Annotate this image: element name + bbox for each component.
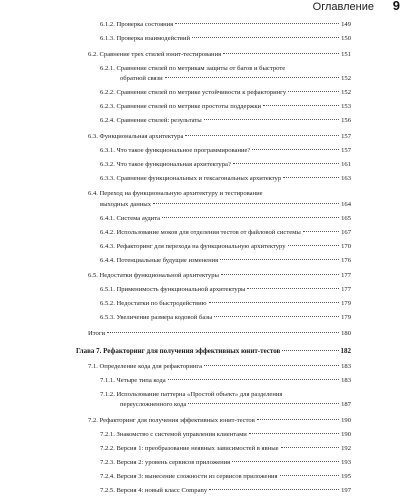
toc-entry[interactable] xyxy=(76,313,351,324)
toc-entry-title: 7.2.5. Версия 4: новый класс Company xyxy=(100,486,207,496)
toc-page-number: 150 xyxy=(341,34,351,45)
toc-entry[interactable] xyxy=(76,189,351,210)
toc-entry[interactable] xyxy=(76,214,351,225)
toc-entry-title: 6.4.2. Использование моков для отделения тестов от файловой системы xyxy=(100,228,301,239)
toc-page-number: 152 xyxy=(341,88,351,99)
toc-entry-title: 7.2.2. Версия 1: преобразование неявных зависимостей в явные xyxy=(100,444,279,455)
toc-leader-dots xyxy=(247,288,339,289)
toc-entry[interactable] xyxy=(76,174,351,185)
toc-page-number: 179 xyxy=(341,313,351,324)
toc-page-number: 180 xyxy=(341,329,351,340)
toc-entry-title: 7.2.1. Знакомство с системой управления клиентами xyxy=(100,430,247,441)
toc-page-number: 195 xyxy=(341,472,351,483)
toc-entry-title: 6.2.3. Сравнение стилей по метрике простоты поддержки xyxy=(100,102,261,113)
toc-leader-dots xyxy=(185,135,339,136)
toc-leader-dots xyxy=(153,203,339,204)
toc-page-number: 170 xyxy=(341,242,351,253)
toc-leader-dots xyxy=(288,91,339,92)
running-header xyxy=(0,0,420,18)
toc-leader-dots xyxy=(220,259,339,260)
toc-chapter-entry[interactable] xyxy=(76,346,351,357)
toc-entry-title: Итоги xyxy=(88,329,105,340)
toc-entry-title: 6.3.2. Что такое функциональная архитектура? xyxy=(100,160,231,171)
toc-entry[interactable] xyxy=(76,256,351,267)
toc-page-number: 192 xyxy=(341,444,351,455)
toc-page-number: 190 xyxy=(341,416,351,427)
toc-entry[interactable] xyxy=(76,34,351,45)
toc-leader-dots xyxy=(232,461,339,462)
toc-leader-dots xyxy=(165,77,339,78)
toc-leader-dots xyxy=(280,475,340,476)
toc-spacer xyxy=(76,339,351,346)
toc-leader-dots xyxy=(192,37,339,38)
toc-entry[interactable] xyxy=(76,486,351,496)
toc-entry[interactable] xyxy=(76,160,351,171)
toc-entry[interactable] xyxy=(76,390,351,411)
toc-entry-title: 6.4.1. Система аудита xyxy=(100,214,160,225)
toc-entry-title: 7.1. Определение кода для рефакторинга xyxy=(88,362,202,373)
toc-page-number: 151 xyxy=(341,50,351,61)
toc-page-number: 163 xyxy=(341,174,351,185)
toc-entry-title: 6.5.3. Увеличение размера кодовой базы xyxy=(100,313,212,324)
toc-page-number: 167 xyxy=(341,228,351,239)
toc-page-number: 164 xyxy=(341,200,351,211)
toc-leader-dots xyxy=(209,489,339,490)
toc-entry-title: 6.1.2. Проверка состояния xyxy=(100,20,173,31)
toc-leader-dots xyxy=(282,350,338,351)
toc-entry[interactable] xyxy=(76,430,351,441)
toc-page-number: 153 xyxy=(341,102,351,113)
toc-entry-title: 6.4. Переход на функциональную архитектуру и тестирование xyxy=(88,189,263,200)
toc-page-number: 176 xyxy=(341,256,351,267)
running-header-title: Оглавление xyxy=(313,0,374,14)
toc-leader-dots xyxy=(257,419,339,420)
toc-page-number: 165 xyxy=(341,214,351,225)
toc-leader-dots xyxy=(223,53,339,54)
toc-entry[interactable] xyxy=(76,228,351,239)
toc-entry[interactable] xyxy=(76,50,351,61)
toc-entry[interactable] xyxy=(76,444,351,455)
toc-entry-title: 6.3.3. Сравнение функциональных и гексагональных архитектур xyxy=(100,174,281,185)
toc-page-number: 152 xyxy=(341,74,351,85)
toc-entry-title: 7.2.3. Версия 2: уровень сервисов приложения xyxy=(100,458,230,469)
toc-entry-title: 6.3. Функциональная архитектура xyxy=(88,132,183,143)
toc-leader-dots xyxy=(214,316,339,317)
toc-leader-dots xyxy=(162,217,339,218)
toc-entry[interactable] xyxy=(76,146,351,157)
toc-entry[interactable] xyxy=(76,20,351,31)
toc-page-number: 190 xyxy=(341,430,351,441)
toc-leader-dots xyxy=(288,245,340,246)
toc-page-number: 157 xyxy=(341,146,351,157)
toc-page-number: 157 xyxy=(341,132,351,143)
toc-page-number: 197 xyxy=(341,486,351,496)
toc-entry-title: 6.2.1. Сравнение стилей по метрикам защиты от багов и быстроте xyxy=(100,64,285,75)
toc-entry[interactable] xyxy=(76,329,351,340)
toc-leader-dots xyxy=(233,163,339,164)
page-number: 9 xyxy=(393,0,400,14)
toc-entry-title: 6.3.1. Что такое функциональное программирование? xyxy=(100,146,250,157)
toc-entry[interactable] xyxy=(76,116,351,127)
toc-entry-title: 6.2.4. Сравнение стилей: результаты xyxy=(100,116,202,127)
toc-entry[interactable] xyxy=(76,299,351,310)
toc-page-number: 187 xyxy=(341,400,351,411)
toc-entry[interactable] xyxy=(76,376,351,387)
toc-leader-dots xyxy=(263,105,339,106)
toc-entry[interactable] xyxy=(76,458,351,469)
toc-entry[interactable] xyxy=(76,88,351,99)
toc-page-number: 156 xyxy=(341,116,351,127)
toc-leader-dots xyxy=(283,177,339,178)
table-of-contents xyxy=(76,20,351,496)
toc-leader-dots xyxy=(175,23,339,24)
toc-page-number: 193 xyxy=(341,458,351,469)
toc-page-number: 183 xyxy=(341,362,351,373)
toc-page-number: 179 xyxy=(341,299,351,310)
toc-entry-title: 6.5.1. Применимость функциональной архитектуры xyxy=(100,285,245,296)
toc-page-number: 177 xyxy=(341,285,351,296)
toc-leader-dots xyxy=(107,332,339,333)
toc-leader-dots xyxy=(252,149,339,150)
toc-entry-title: выходных данных xyxy=(100,200,151,211)
toc-entry-title: 6.4.4. Потенциальные будущие изменения xyxy=(100,256,218,267)
toc-leader-dots xyxy=(204,119,339,120)
toc-leader-dots xyxy=(221,274,339,275)
toc-leader-dots xyxy=(281,447,340,448)
toc-entry[interactable] xyxy=(76,242,351,253)
toc-entry[interactable] xyxy=(76,472,351,483)
toc-entry-title: 6.1.3. Проверка взаимодействий xyxy=(100,34,190,45)
toc-leader-dots xyxy=(249,433,339,434)
toc-entry-title: 7.2. Рефакторинг для получения эффективных юнит-тестов xyxy=(88,416,255,427)
toc-entry-title: 6.2. Сравнение трех стилей юнит-тестирования xyxy=(88,50,221,61)
toc-entry-title: 6.4.3. Рефакторинг для перехода на функциональную архитектуру xyxy=(100,242,286,253)
toc-entry[interactable] xyxy=(76,285,351,296)
toc-leader-dots xyxy=(303,231,339,232)
toc-entry-title: 7.1.1. Четыре типа кода xyxy=(100,376,166,387)
toc-entry-title: Глава 7. Рефакторинг для получения эффективных юнит-тестов xyxy=(76,346,280,357)
toc-page-number: 177 xyxy=(341,271,351,282)
toc-entry[interactable] xyxy=(76,132,351,143)
toc-entry[interactable] xyxy=(76,102,351,113)
toc-entry-title: 6.5. Недостатки функциональной архитектуры xyxy=(88,271,219,282)
toc-entry[interactable] xyxy=(76,271,351,282)
toc-leader-dots xyxy=(209,302,340,303)
toc-entry-title: переусложненного кода xyxy=(120,400,186,411)
toc-entry-title: обратной связи xyxy=(120,74,163,85)
toc-entry-title: 7.1.2. Использование паттерна «Простой объект» для разделения xyxy=(100,390,282,401)
toc-leader-dots xyxy=(168,379,339,380)
toc-page-number: 183 xyxy=(341,376,351,387)
toc-leader-dots xyxy=(188,403,339,404)
toc-entry-title: 7.2.4. Версия 3: вынесение сложности из сервисов приложения xyxy=(100,472,278,483)
toc-page-number: 182 xyxy=(341,346,352,357)
toc-page-number: 161 xyxy=(341,160,351,171)
toc-leader-dots xyxy=(204,365,339,366)
toc-entry-title: 6.5.2. Недостатки по быстродействию xyxy=(100,299,207,310)
toc-entry[interactable] xyxy=(76,64,351,85)
toc-entry-title: 6.2.2. Сравнение стилей по метрике устойчивости к рефакторингу xyxy=(100,88,286,99)
toc-entry[interactable] xyxy=(76,362,351,373)
toc-entry[interactable] xyxy=(76,416,351,427)
toc-page-number: 149 xyxy=(341,20,351,31)
